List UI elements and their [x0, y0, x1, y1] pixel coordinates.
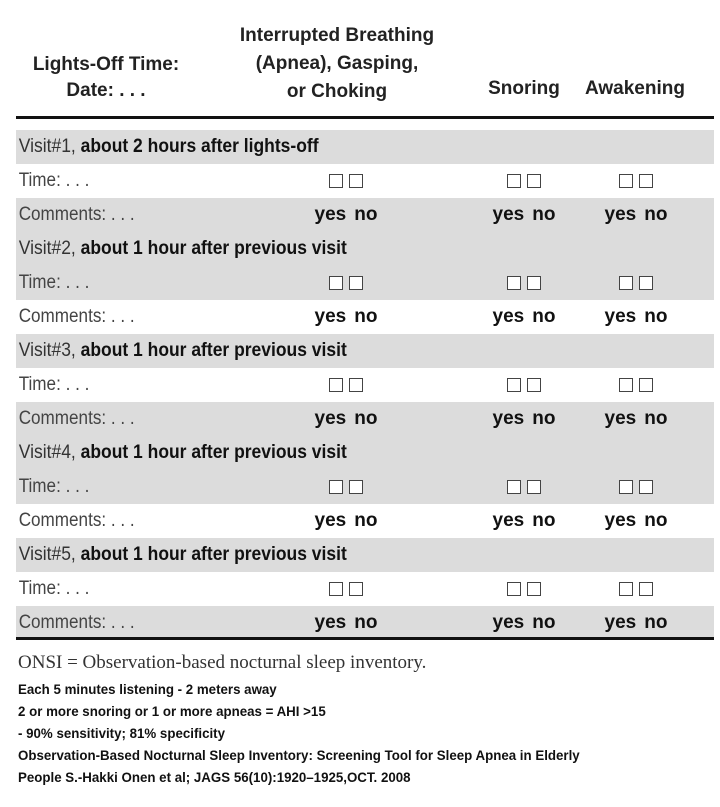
visit-label — [16, 340, 347, 362]
awakening-yes-checkbox[interactable] — [619, 582, 633, 596]
time-row — [16, 368, 714, 402]
time-row — [16, 572, 714, 606]
snoring-checkbox-pair — [474, 266, 574, 300]
footer-line-4: Observation-Based Nocturnal Sleep Inventory: Screening Tool for Sleep Apnea in Elderly — [18, 747, 580, 763]
snoring-yes-no — [474, 402, 574, 436]
comments-row — [16, 606, 714, 640]
time-row — [16, 164, 714, 198]
no-label: no — [532, 204, 556, 225]
no-label: no — [644, 510, 668, 531]
awakening-no-checkbox[interactable] — [639, 174, 653, 188]
comments-row — [16, 198, 714, 232]
snoring-yes-checkbox[interactable] — [507, 480, 521, 494]
comments-label: Comments: . . . — [18, 510, 135, 531]
time-label: Time: . . . — [18, 578, 90, 599]
apnea-no-checkbox[interactable] — [349, 378, 363, 392]
yes-label: yes — [492, 306, 525, 327]
snoring-column-header: Snoring — [488, 78, 560, 99]
comments-label: Comments: . . . — [18, 204, 135, 225]
apnea-yes-no — [288, 402, 404, 436]
awakening-no-checkbox[interactable] — [639, 480, 653, 494]
snoring-no-checkbox[interactable] — [527, 480, 541, 494]
visit-number: Visit#4, — [18, 442, 76, 463]
awakening-checkbox-pair — [586, 470, 686, 504]
no-label: no — [354, 612, 378, 633]
awakening-yes-no — [586, 606, 686, 640]
no-label: no — [644, 204, 668, 225]
awakening-yes-no — [586, 402, 686, 436]
yes-label: yes — [604, 204, 637, 225]
awakening-no-checkbox[interactable] — [639, 378, 653, 392]
awakening-yes-no-text — [605, 408, 668, 430]
footer-line-5: People S.-Hakki Onen et al; JAGS 56(10):1920–1925,OCT. 2008 — [18, 769, 411, 785]
snoring-yes-checkbox[interactable] — [507, 378, 521, 392]
awakening-yes-no-text — [605, 306, 668, 328]
apnea-yes-checkbox[interactable] — [329, 582, 343, 596]
snoring-yes-no-text — [493, 612, 556, 634]
no-label: no — [532, 408, 556, 429]
apnea-yes-no-text — [315, 204, 378, 226]
no-label: no — [644, 408, 668, 429]
awakening-no-checkbox[interactable] — [639, 276, 653, 290]
visit-number: Visit#3, — [18, 340, 76, 361]
awakening-yes-checkbox[interactable] — [619, 276, 633, 290]
snoring-yes-no — [474, 606, 574, 640]
lights-off-time-label: Lights-Off Time: — [32, 54, 180, 75]
awakening-yes-checkbox[interactable] — [619, 378, 633, 392]
apnea-no-checkbox[interactable] — [349, 276, 363, 290]
snoring-yes-checkbox[interactable] — [507, 582, 521, 596]
apnea-checkbox-pair — [288, 470, 404, 504]
yes-label: yes — [604, 408, 637, 429]
apnea-yes-no — [288, 198, 404, 232]
snoring-yes-checkbox[interactable] — [507, 276, 521, 290]
no-label: no — [644, 306, 668, 327]
bottom-rule — [16, 637, 714, 640]
comments-row — [16, 504, 714, 538]
time-label: Time: . . . — [18, 476, 90, 497]
yes-label: yes — [314, 204, 347, 225]
apnea-checkbox-pair — [288, 572, 404, 606]
awakening-checkbox-pair — [586, 266, 686, 300]
snoring-yes-no-text — [493, 306, 556, 328]
snoring-checkbox-pair — [474, 164, 574, 198]
snoring-yes-checkbox[interactable] — [507, 174, 521, 188]
no-label: no — [354, 306, 378, 327]
awakening-column-header: Awakening — [585, 78, 685, 99]
awakening-no-checkbox[interactable] — [639, 582, 653, 596]
time-row — [16, 470, 714, 504]
visit-timing: about 1 hour after previous visit — [80, 340, 347, 361]
yes-label: yes — [314, 510, 347, 531]
onsi-definition: ONSI = Observation-based nocturnal sleep inventory. — [18, 652, 427, 673]
visit-number: Visit#2, — [18, 238, 76, 259]
apnea-no-checkbox[interactable] — [349, 174, 363, 188]
visit-header-row — [16, 232, 714, 266]
comments-row — [16, 300, 714, 334]
awakening-yes-no-text — [605, 204, 668, 226]
apnea-no-checkbox[interactable] — [349, 480, 363, 494]
visit-label — [16, 544, 347, 566]
no-label: no — [644, 612, 668, 633]
top-rule — [16, 116, 714, 119]
snoring-no-checkbox[interactable] — [527, 276, 541, 290]
visit-table — [16, 130, 714, 640]
yes-label: yes — [314, 408, 347, 429]
apnea-checkbox-pair — [288, 164, 404, 198]
comments-label: Comments: . . . — [18, 306, 135, 327]
time-row — [16, 266, 714, 300]
visit-label — [16, 238, 347, 260]
apnea-header-line-2: (Apnea), Gasping, — [255, 53, 419, 74]
visit-number: Visit#5, — [18, 544, 76, 565]
visit-timing: about 1 hour after previous visit — [80, 238, 347, 259]
yes-label: yes — [604, 510, 637, 531]
footer-line-3: - 90% sensitivity; 81% specificity — [18, 725, 225, 741]
apnea-yes-no — [288, 606, 404, 640]
footer-line-2: 2 or more snoring or 1 or more apneas = AHI >15 — [18, 703, 326, 719]
snoring-yes-no — [474, 300, 574, 334]
apnea-yes-no — [288, 300, 404, 334]
awakening-yes-no-text — [605, 612, 668, 634]
visit-timing: about 1 hour after previous visit — [80, 442, 347, 463]
visit-header-row — [16, 538, 714, 572]
comments-label: Comments: . . . — [18, 612, 135, 633]
snoring-yes-no-text — [493, 510, 556, 532]
no-label: no — [532, 306, 556, 327]
snoring-yes-no — [474, 198, 574, 232]
time-label: Time: . . . — [18, 170, 90, 191]
visit-number: Visit#1, — [18, 136, 76, 157]
no-label: no — [354, 204, 378, 225]
no-label: no — [354, 408, 378, 429]
time-label: Time: . . . — [18, 374, 90, 395]
lights-off-header — [16, 52, 196, 104]
visit-header-row — [16, 334, 714, 368]
snoring-yes-no — [474, 504, 574, 538]
no-label: no — [532, 612, 556, 633]
visit-label — [16, 442, 347, 464]
footer-line-1: Each 5 minutes listening - 2 meters away — [18, 681, 277, 697]
snoring-yes-no-text — [493, 408, 556, 430]
apnea-checkbox-pair — [288, 368, 404, 402]
apnea-yes-checkbox[interactable] — [329, 174, 343, 188]
yes-label: yes — [604, 306, 637, 327]
yes-label: yes — [604, 612, 637, 633]
snoring-yes-no-text — [493, 204, 556, 226]
yes-label: yes — [492, 510, 525, 531]
time-label: Time: . . . — [18, 272, 90, 293]
comments-label: Comments: . . . — [18, 408, 135, 429]
snoring-no-checkbox[interactable] — [527, 582, 541, 596]
apnea-header-line-3: or Choking — [286, 81, 388, 102]
visit-timing: about 2 hours after lights-off — [80, 136, 319, 157]
visit-header-row — [16, 436, 714, 470]
snoring-checkbox-pair — [474, 572, 574, 606]
apnea-yes-no-text — [315, 510, 378, 532]
awakening-checkbox-pair — [586, 164, 686, 198]
yes-label: yes — [492, 408, 525, 429]
no-label: no — [354, 510, 378, 531]
yes-label: yes — [314, 306, 347, 327]
awakening-yes-no-text — [605, 510, 668, 532]
apnea-yes-no-text — [315, 408, 378, 430]
apnea-no-checkbox[interactable] — [349, 582, 363, 596]
apnea-checkbox-pair — [288, 266, 404, 300]
awakening-checkbox-pair — [586, 368, 686, 402]
apnea-header-line-1: Interrupted Breathing — [239, 25, 435, 46]
table-header — [0, 0, 720, 120]
awakening-yes-no — [586, 504, 686, 538]
comments-row — [16, 402, 714, 436]
snoring-checkbox-pair — [474, 470, 574, 504]
snoring-no-checkbox[interactable] — [527, 378, 541, 392]
apnea-yes-checkbox[interactable] — [329, 276, 343, 290]
yes-label: yes — [492, 612, 525, 633]
no-label: no — [532, 510, 556, 531]
visit-timing: about 1 hour after previous visit — [80, 544, 347, 565]
footer-notes — [18, 652, 718, 788]
snoring-no-checkbox[interactable] — [527, 174, 541, 188]
awakening-checkbox-pair — [586, 572, 686, 606]
snoring-checkbox-pair — [474, 368, 574, 402]
awakening-yes-no — [586, 198, 686, 232]
apnea-yes-checkbox[interactable] — [329, 378, 343, 392]
apnea-yes-no-text — [315, 306, 378, 328]
awakening-yes-checkbox[interactable] — [619, 174, 633, 188]
yes-label: yes — [492, 204, 525, 225]
date-label: Date: . . . — [66, 80, 146, 101]
yes-label: yes — [314, 612, 347, 633]
apnea-yes-no-text — [315, 612, 378, 634]
visit-label — [16, 136, 319, 158]
awakening-yes-no — [586, 300, 686, 334]
apnea-yes-no — [288, 504, 404, 538]
visit-header-row — [16, 130, 714, 164]
apnea-column-header — [214, 22, 460, 106]
awakening-yes-checkbox[interactable] — [619, 480, 633, 494]
apnea-yes-checkbox[interactable] — [329, 480, 343, 494]
